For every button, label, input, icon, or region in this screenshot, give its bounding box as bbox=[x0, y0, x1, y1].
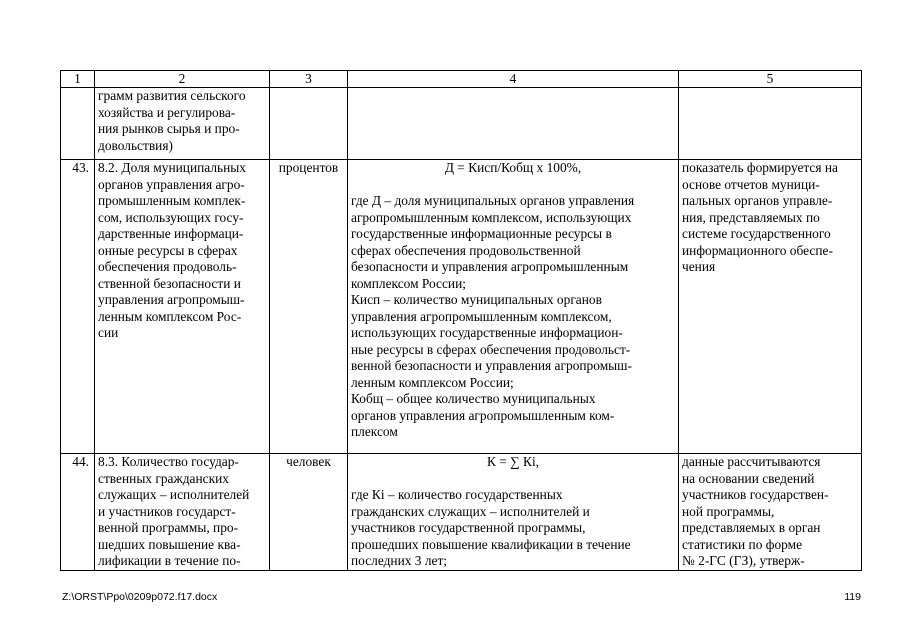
source-cell bbox=[679, 454, 862, 571]
formula: Д = Кисп/Кобщ х 100%, bbox=[444, 160, 582, 175]
text-line: промышленным комплек- bbox=[98, 193, 246, 208]
text-line: довольствия) bbox=[98, 137, 173, 153]
text-line: шедших повышение ква- bbox=[98, 536, 241, 552]
text-line: 8.2. Доля муниципальных bbox=[98, 160, 246, 175]
text-line: ния рынков сырья и про- bbox=[98, 121, 240, 136]
header-col-2: 2 bbox=[95, 71, 270, 88]
footer-page-number: 119 bbox=[844, 591, 861, 603]
header-col-4: 4 bbox=[348, 71, 679, 88]
source-cell bbox=[679, 88, 862, 160]
text-line: чения bbox=[682, 259, 716, 274]
formula-spacer bbox=[351, 177, 675, 194]
text-line: венной безопасности и управления агропромыш- bbox=[351, 358, 632, 373]
text-line: где Д – доля муниципальных органов управления bbox=[351, 193, 635, 208]
indicator-table bbox=[60, 70, 862, 571]
text-line: системе государственного bbox=[682, 226, 831, 241]
text-line: хозяйства и регулирова- bbox=[98, 104, 236, 120]
text-line: государственные информационные ресурсы в bbox=[351, 226, 612, 241]
text-line: Кисп – количество муниципальных органов bbox=[351, 292, 602, 307]
text-line: информационного обеспе- bbox=[682, 242, 833, 258]
text-line: органов управления агро- bbox=[98, 176, 245, 192]
text-line: представляемых в орган bbox=[682, 520, 821, 535]
method-text bbox=[351, 193, 675, 441]
header-col-1: 1 bbox=[61, 71, 95, 88]
indicator-name-cell bbox=[95, 88, 270, 160]
text-line: ные ресурсы в сферах обеспечения продовольст- bbox=[351, 341, 631, 357]
text-line: дарственные информаци- bbox=[98, 226, 244, 241]
indicator-name-cell bbox=[95, 454, 270, 571]
unit-cell: человек bbox=[270, 454, 348, 571]
method-text bbox=[351, 487, 675, 570]
formula: К = ∑ Кi, bbox=[486, 454, 540, 469]
formula-spacer bbox=[351, 471, 675, 488]
text-line: венной программы, про- bbox=[98, 520, 239, 535]
text-line: лификации в течение по- bbox=[98, 553, 241, 568]
text-line: прошедших повышение квалификации в течение bbox=[351, 536, 631, 552]
text-line: плексом bbox=[351, 424, 398, 439]
text-line: агропромышленным комплексом, использующих bbox=[351, 209, 632, 225]
method-cell bbox=[348, 160, 679, 454]
row-number-cell bbox=[61, 88, 95, 160]
text-line: грамм развития сельского bbox=[98, 88, 246, 103]
text-line: показатель формируется на bbox=[682, 160, 838, 175]
text-line: управления агропромышленным комплексом, bbox=[351, 308, 612, 324]
text-line: использующих государственные информацион- bbox=[351, 325, 623, 340]
method-cell bbox=[348, 88, 679, 160]
method-cell bbox=[348, 454, 679, 571]
indicator-name-cell bbox=[95, 160, 270, 454]
text-line: ленным комплексом России; bbox=[351, 374, 514, 390]
text-line: статистики по форме bbox=[682, 536, 803, 552]
unit-cell: процентов bbox=[270, 160, 348, 454]
text-line: ственной безопасности и bbox=[98, 275, 241, 291]
header-col-3: 3 bbox=[270, 71, 348, 88]
text-line: 8.3. Количество госудаp- bbox=[98, 454, 239, 469]
text-line: № 2-ГС (ГЗ), утверж- bbox=[682, 553, 805, 568]
text-line: комплексом России; bbox=[351, 275, 466, 291]
text-line: ленным комплексом Рос- bbox=[98, 308, 242, 324]
text-line: последних 3 лет; bbox=[351, 553, 448, 568]
text-line: сферах обеспечения продовольственной bbox=[351, 242, 581, 258]
table-row-continuation bbox=[61, 88, 862, 160]
footer-file-path: Z:\ORST\Ppo\0209p072.f17.docx bbox=[62, 591, 218, 603]
text-line: органов управления агропромышленным ком- bbox=[351, 407, 615, 423]
text-line: данные рассчитываются bbox=[682, 454, 821, 469]
table-row-43 bbox=[61, 160, 862, 454]
text-line: Кобщ – общее количество муниципальных bbox=[351, 391, 596, 406]
text-line: участников государственной программы, bbox=[351, 520, 586, 535]
unit-cell bbox=[270, 88, 348, 160]
text-line: участников государствен- bbox=[682, 487, 829, 502]
table-header-row bbox=[61, 71, 862, 88]
text-line: обеспечения продоволь- bbox=[98, 259, 237, 274]
row-number-cell: 44. bbox=[61, 454, 95, 571]
text-line: пальных органов управле- bbox=[682, 193, 833, 208]
row-number-cell: 43. bbox=[61, 160, 95, 454]
text-line: ственных гражданских bbox=[98, 470, 229, 486]
text-line: служащих – исполнителей bbox=[98, 487, 250, 502]
text-line: управления агропромыш- bbox=[98, 292, 245, 307]
text-line: онные ресурсы в сферах bbox=[98, 242, 238, 258]
text-line: безопасности и управления агропромышленным bbox=[351, 259, 629, 274]
text-line: на основании сведений bbox=[682, 470, 815, 486]
header-col-5: 5 bbox=[679, 71, 862, 88]
source-cell bbox=[679, 160, 862, 454]
text-line: ния, представляемых по bbox=[682, 209, 820, 225]
text-line: сом, использующих госу- bbox=[98, 209, 244, 225]
text-line: ной программы, bbox=[682, 503, 775, 519]
table-row-44 bbox=[61, 454, 862, 571]
text-line: гражданских служащих – исполнителей и bbox=[351, 503, 590, 519]
text-line: сии bbox=[98, 325, 119, 340]
text-line: где Кi – количество государственных bbox=[351, 487, 563, 502]
text-line: основе отчетов муници- bbox=[682, 176, 820, 192]
text-line: и участников государст- bbox=[98, 503, 236, 519]
